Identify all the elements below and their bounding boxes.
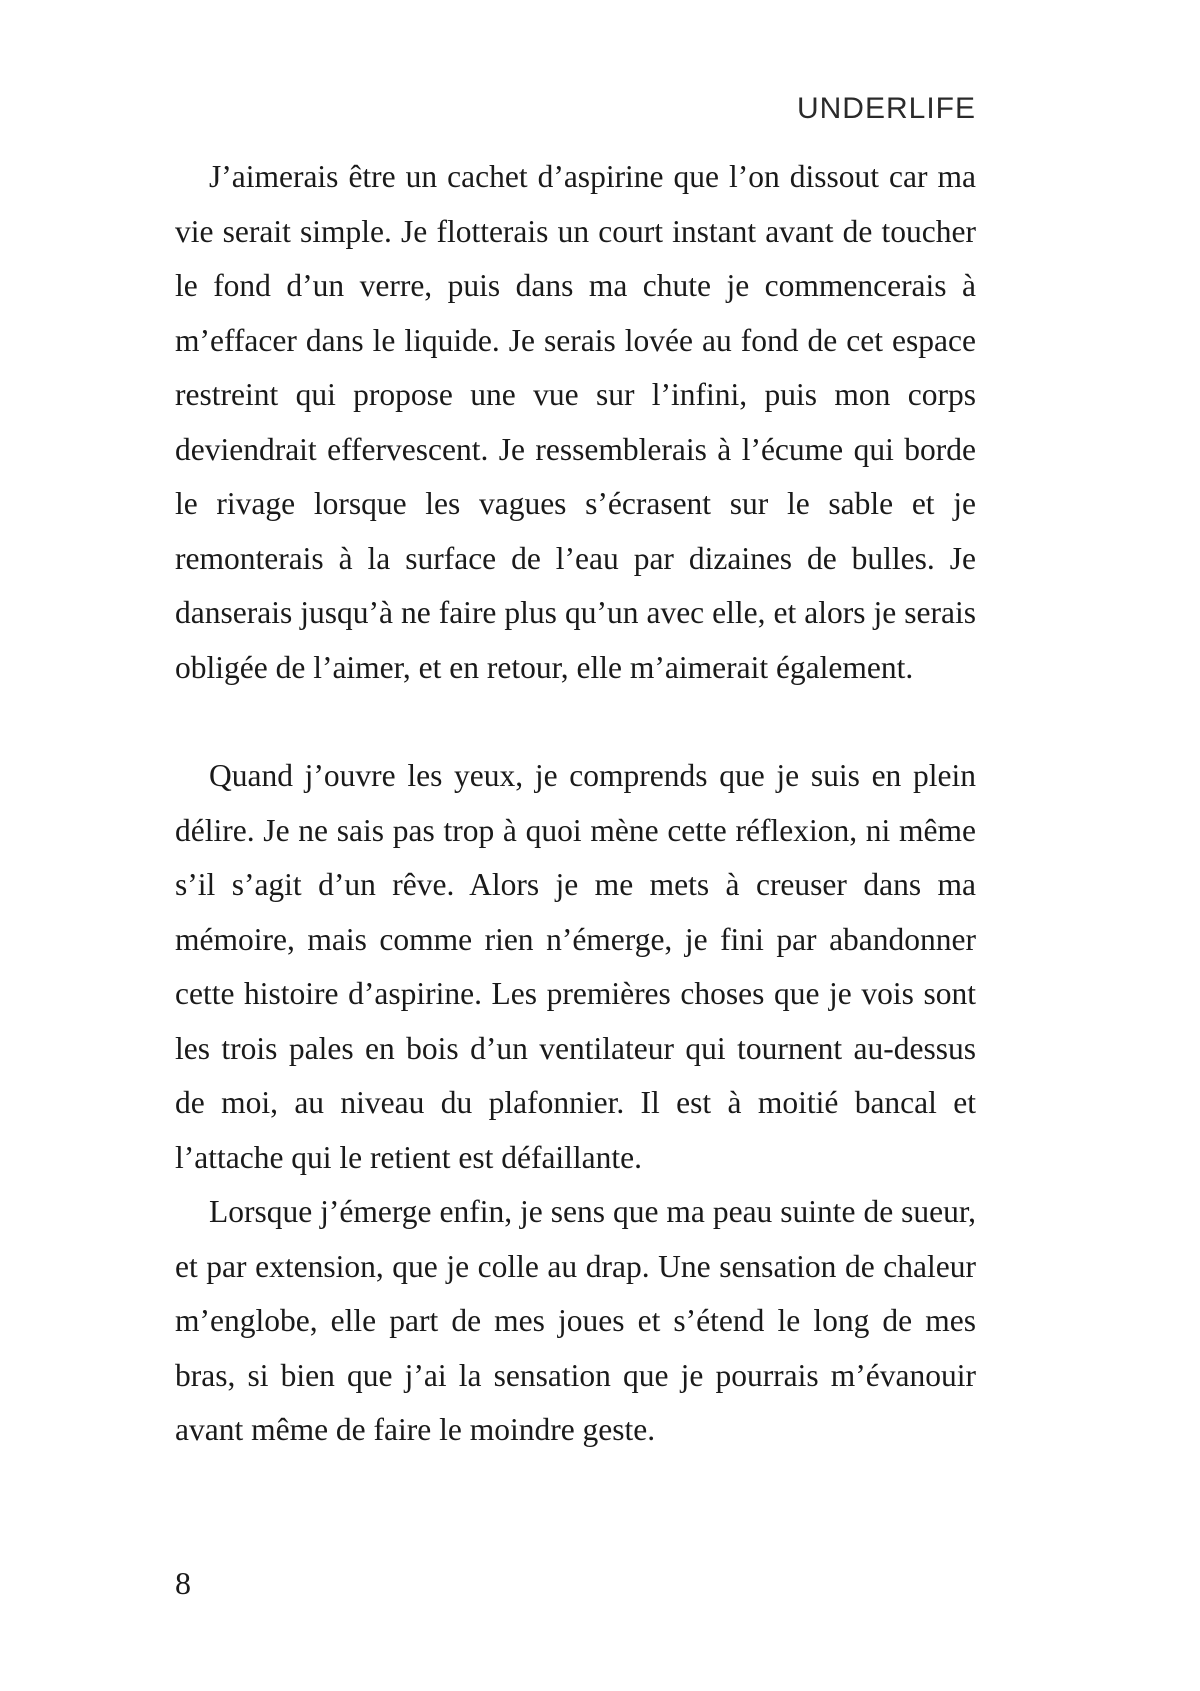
paragraph-emergence: Lorsque j’émerge enfin, je sens que ma peau suinte de sueur, et par extension, que je colle au drap. Une sensation de chaleur m’englobe, elle part de mes joues et s’étend le long de mes bras, si bien que j’ai la sensation que je pourrais m’évanouir avant même de faire le moindre geste.: [175, 1194, 976, 1447]
body-text: [175, 150, 976, 1458]
running-header: UNDERLIFE: [796, 92, 976, 125]
paragraph-aspirine: J’aimerais être un cachet d’aspirine que l’on dissout car ma vie serait simple. Je flotterais un court instant avant de toucher le fond d’un verre, puis dans ma chute je commencerais à m’effacer dans le liquide. Je serais lovée au fond de cet espace restreint qui propose une vue sur l’infini, puis mon corps deviendrait effervescent. Je ressemblerais à l’écume qui borde le rivage lorsque les vagues s’écrasent sur le sable et je remonterais à la surface de l’eau par dizaines de bulles. Je danserais jusqu’à ne faire plus qu’un avec elle, et alors je serais obligée de l’aimer, et en retour, elle m’aimerait également.: [175, 159, 976, 685]
page-number: 8: [175, 1565, 191, 1601]
paragraph-reveil: Quand j’ouvre les yeux, je comprends que je suis en plein délire. Je ne sais pas trop à quoi mène cette réflexion, ni même s’il s’agit d’un rêve. Alors je me mets à creuser dans ma mémoire, mais comme rien n’émerge, je fini par abandonner cette histoire d’aspirine. Les premières choses que je vois sont les trois pales en bois d’un ventilateur qui tournent au-dessus de moi, au niveau du plafonnier. Il est à moitié bancal et l’attache qui le retient est défaillante.: [175, 758, 976, 1175]
